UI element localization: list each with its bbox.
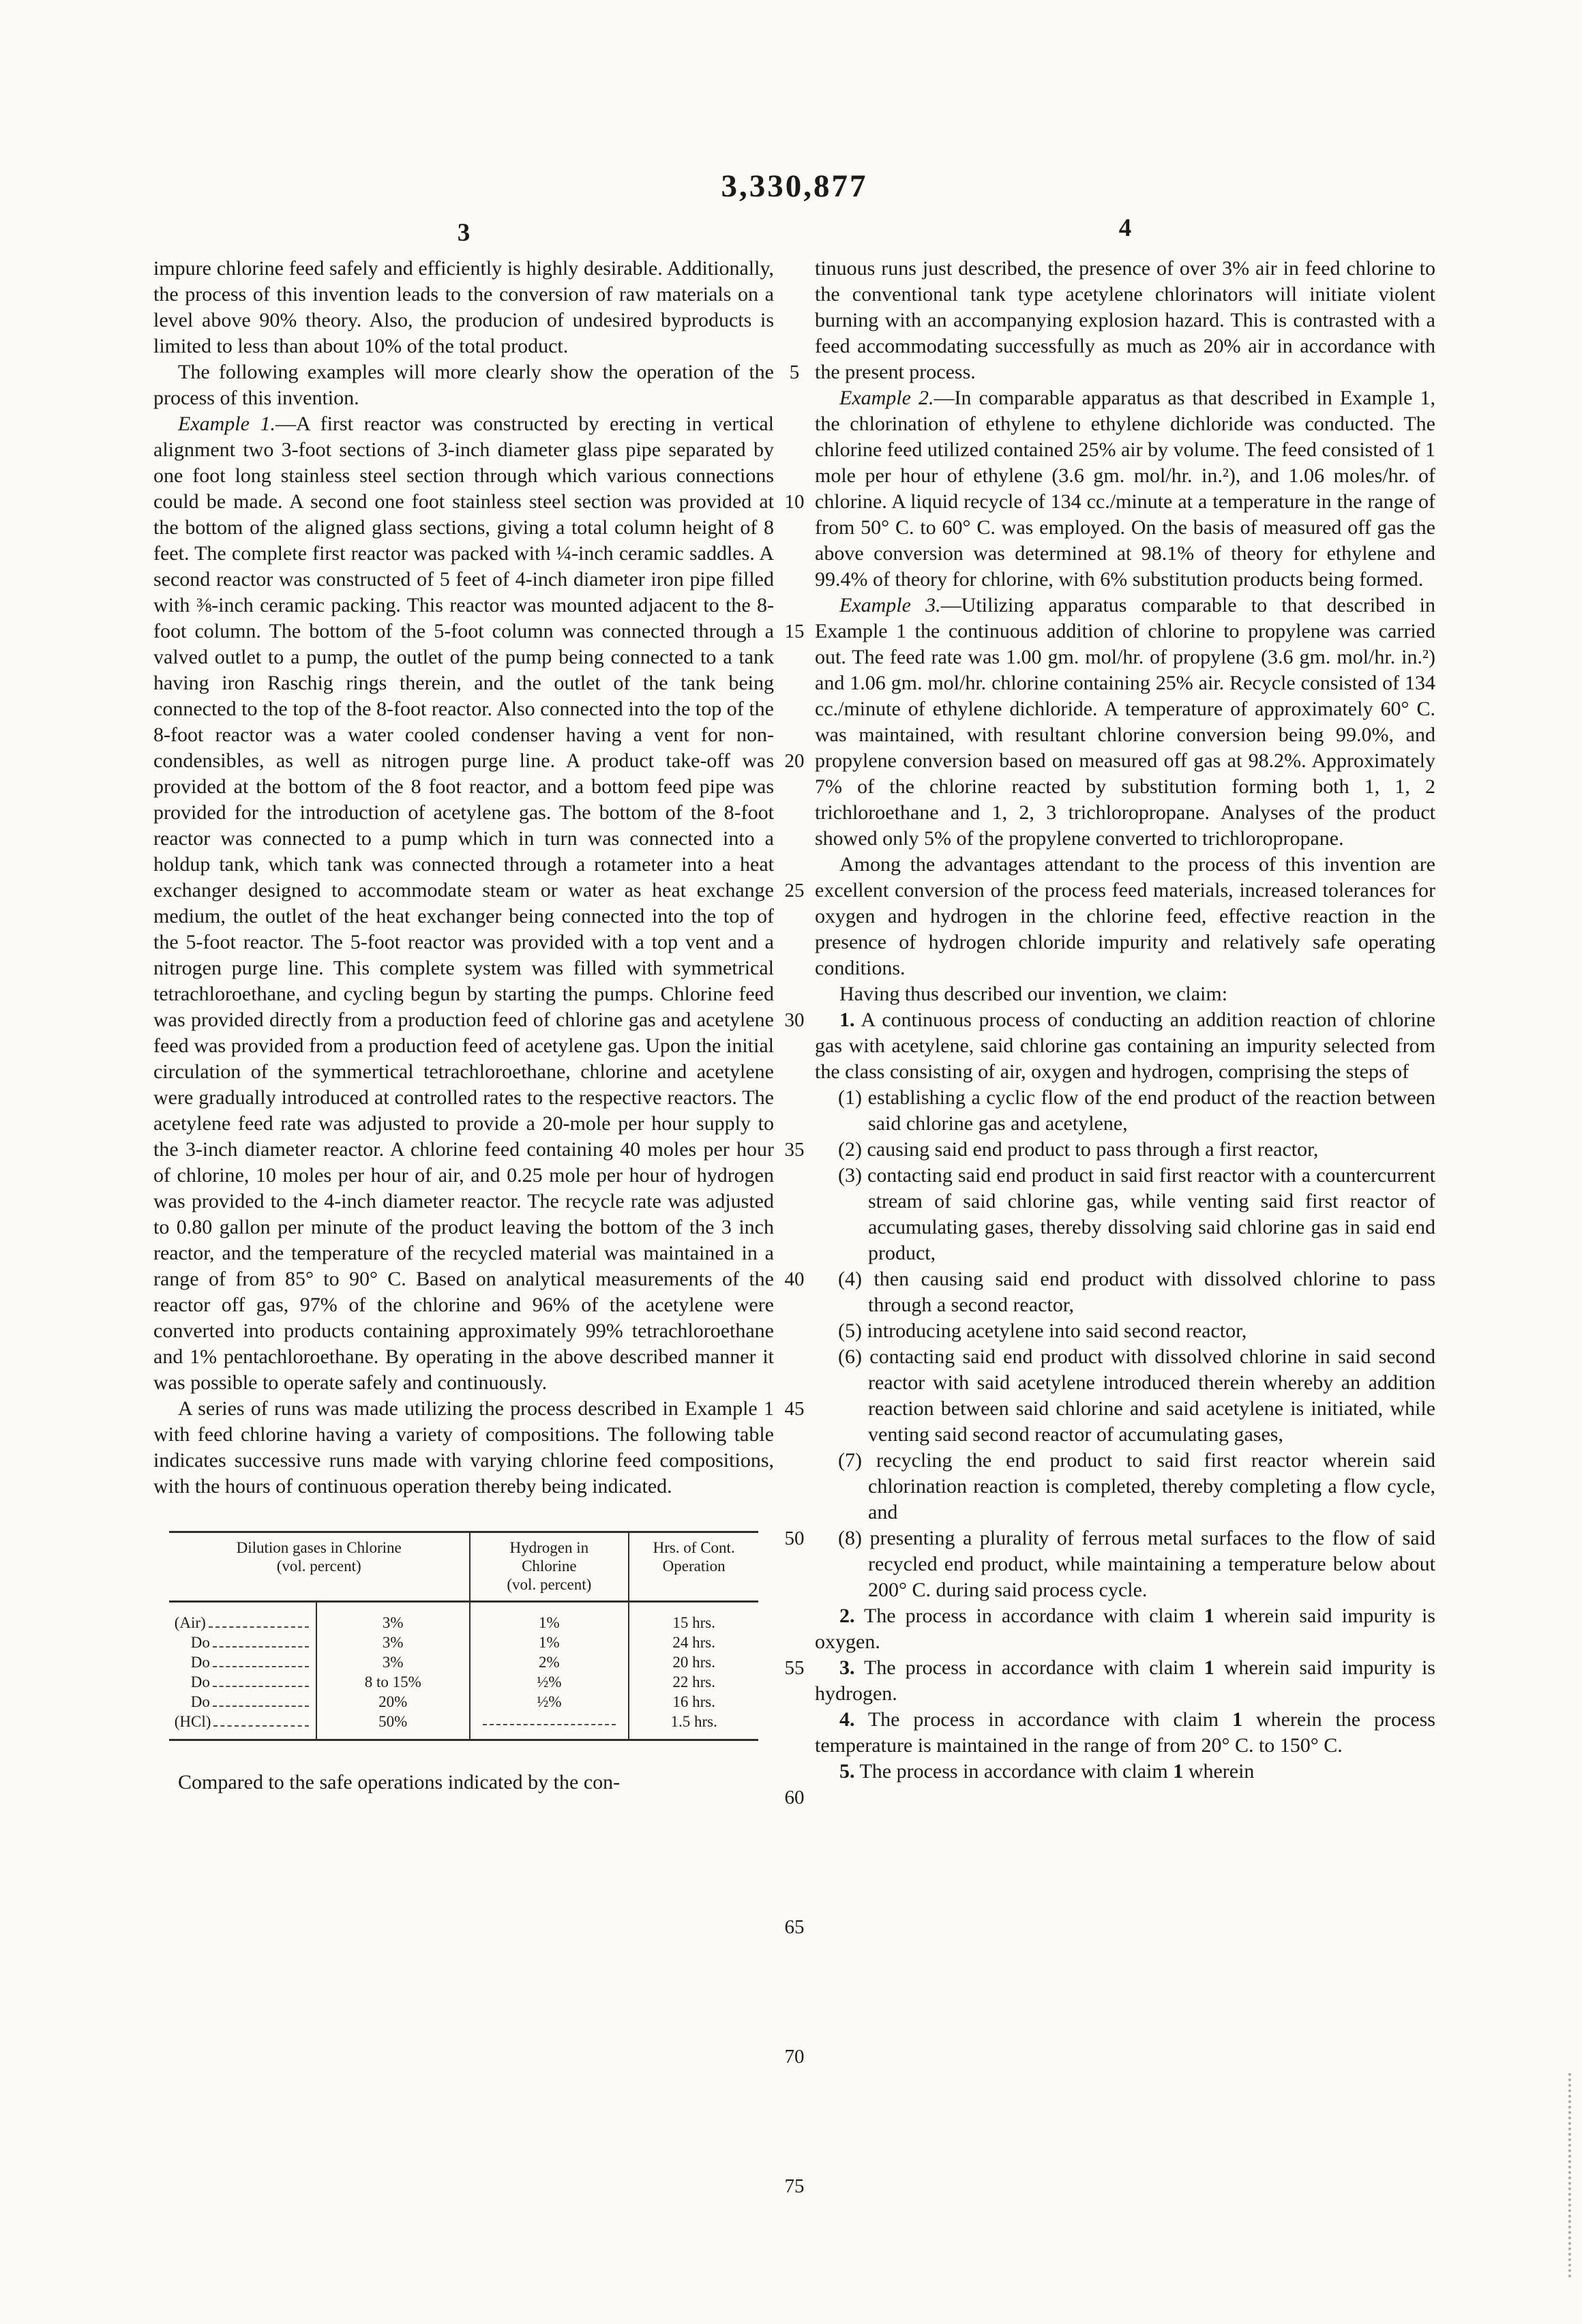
paragraph-compared: Compared to the safe operations indicated by the con- — [178, 1771, 621, 1793]
paragraph-intro: The following examples will more clearly show the operation of the process of this invention. — [153, 361, 774, 409]
table-cell: 20% — [316, 1692, 470, 1712]
example-3-label: Example 3. — [839, 594, 941, 616]
dotted-leader — [213, 1646, 309, 1648]
table-cell-empty — [470, 1712, 629, 1740]
paragraph-continuation: tinuous runs just described, the presence of over 3% air in feed chlorine to the conventional tank type acetylene chlorinators will initiate violent burning with an accompanying explosion hazard. This is contrasted with a feed accommodating successfully as much as 20% air in accordance with the present process. — [815, 257, 1435, 383]
table-header-row — [169, 1532, 759, 1602]
line-number: 45 — [784, 1398, 805, 1420]
step-text: establishing a cyclic flow of the end product of the reaction between said chlorine gas and acetylene, — [867, 1086, 1435, 1135]
table-row — [169, 1602, 759, 1633]
claim-step — [815, 1344, 1435, 1448]
step-number: (1) — [838, 1086, 862, 1109]
table-cell: 50% — [316, 1712, 470, 1740]
claim-2 — [815, 1603, 1435, 1655]
patent-number: 3,330,877 — [721, 168, 868, 204]
left-column — [153, 256, 774, 1796]
table-row — [169, 1692, 759, 1712]
table-cell: ½% — [470, 1672, 629, 1692]
step-number: (2) — [838, 1138, 862, 1161]
dash-fill — [483, 1716, 616, 1725]
step-text: presenting a plurality of ferrous metal surfaces to the flow of said recycled end product, while maintaining a temperature below about 200° C. during said process cycle. — [868, 1527, 1435, 1601]
claim-reference: 1 — [1204, 1656, 1214, 1679]
claim-text: wherein said impurity is oxygen. — [815, 1605, 1435, 1653]
claim-step — [815, 1525, 1435, 1603]
table-row — [169, 1712, 759, 1740]
table-cell: ½% — [470, 1692, 629, 1712]
claim-step — [815, 1318, 1435, 1344]
example-2-label: Example 2. — [839, 387, 934, 409]
right-column — [815, 256, 1435, 1796]
step-number: (4) — [838, 1268, 862, 1290]
line-number: 50 — [784, 1528, 805, 1549]
claim-3-number: 3. — [839, 1656, 855, 1679]
line-number-track — [774, 359, 815, 2199]
example-3-paragraph — [815, 593, 1435, 852]
example-1-label: Example 1. — [178, 413, 276, 435]
chlorine-runs-table — [169, 1531, 759, 1741]
line-number: 75 — [784, 2175, 805, 2197]
table-cell: 24 hrs. — [629, 1633, 758, 1652]
table-cell: 20 hrs. — [629, 1652, 758, 1672]
step-number: (6) — [838, 1345, 862, 1368]
step-text: contacting said end product in said first reactor with a countercurrent stream of said chlorine gas, while venting said first reactor of accumulating gases, thereby dissolving said chlorine gas in said end product, — [867, 1164, 1435, 1264]
dotted-leader — [213, 1686, 309, 1687]
row-label: Do — [190, 1654, 210, 1671]
table-cell: 22 hrs. — [629, 1672, 758, 1692]
claim-text: The process in accordance with claim — [863, 1605, 1204, 1627]
row-label: (HCl) — [174, 1713, 211, 1730]
claim-text: wherein the process temperature is maintained in the range of from 20° C. to 150° C. — [815, 1708, 1435, 1757]
table-header-hours: Hrs. of Cont. Operation — [629, 1532, 758, 1602]
claim-step — [815, 1137, 1435, 1163]
row-label: (Air) — [174, 1614, 206, 1631]
line-number: 5 — [789, 361, 800, 383]
column-numbers — [153, 214, 1435, 248]
row-label: Do — [190, 1673, 210, 1690]
line-number: 60 — [784, 1787, 805, 1808]
step-number: (5) — [838, 1320, 862, 1342]
claim-step — [815, 1085, 1435, 1137]
claim-1-text: A continuous process of conducting an addition reaction of chlorine gas with acetylene, said chlorine gas containing an impurity selected from the class consisting of air, oxygen and hydrogen, comprising the steps of — [815, 1009, 1435, 1083]
table-cell: 16 hrs. — [629, 1692, 758, 1712]
claim-reference: 1 — [1232, 1708, 1243, 1731]
claim-3 — [815, 1655, 1435, 1707]
example-2-text: —In comparable apparatus as that described in Example 1, the chlorination of ethylene to ethylene dichloride was conducted. The chlorine feed utilized contained 25% air by volume. The feed consisted of 1 mole per hour of ethylene (3.6 gm. mol/hr. in.²), and 1.06 moles/hr. of chlorine. A liquid recycle of 134 cc./minute at a temperature in the range of from 50° C. to 60° C. was employed. On the basis of measured off gas the above conversion was determined at 98.1% of theory for ethylene and 99.4% of theory for chlorine, with 6% substitution products being formed. — [815, 387, 1435, 591]
paragraph-series-of-runs: A series of runs was made utilizing the process described in Example 1 with feed chlorine having a variety of compositions. The following table indicates successive runs made with varying chlorine feed compositions, with the hours of continuous operation thereby being indicated. — [153, 1397, 774, 1498]
step-text: causing said end product to pass through a first reactor, — [867, 1138, 1319, 1161]
claim-text: wherein — [1183, 1760, 1255, 1783]
step-number: (3) — [838, 1164, 862, 1187]
row-label: Do — [190, 1634, 210, 1651]
table-cell: 1.5 hrs. — [629, 1712, 758, 1740]
column-3-number: 3 — [457, 219, 471, 247]
example-3-text: —Utilizing apparatus comparable to that described in Example 1 the continuous addition of chlorine to propylene was carried out. The feed rate was 1.00 gm. mol/hr. of propylene (3.6 gm. mol/hr. in.²) and 1.06 gm. mol/hr. chlorine containing 25% air. Recycle consisted of 134 cc./minute of ethylene dichloride. A temperature of approximately 60° C. was maintained, with resultant chlorine conversion being 99.0%, and propylene conversion based on measured off gas at 98.2%. Approximately 7% of the chlorine reacted by substitution forming both 1, 1, 2 trichloroethane and 1, 2, 3 trichloropropane. Analyses of the product showed only 5% of the propylene converted to trichloropropane. — [815, 594, 1436, 850]
line-number: 65 — [784, 1916, 805, 1938]
table-cell: 2% — [470, 1652, 629, 1672]
claim-text: The process in accordance with claim — [859, 1760, 1174, 1783]
gutter-spacer — [774, 218, 815, 248]
dotted-leader — [213, 1705, 309, 1707]
line-number: 25 — [784, 880, 805, 902]
paragraph-claim-intro: Having thus described our invention, we claim: — [839, 983, 1228, 1005]
table-cell: 8 to 15% — [316, 1672, 470, 1692]
line-number: 15 — [784, 621, 805, 642]
line-number: 20 — [784, 750, 805, 772]
claim-reference: 1 — [1173, 1760, 1184, 1783]
claim-step — [815, 1448, 1435, 1525]
line-number: 70 — [784, 2046, 805, 2068]
claim-reference: 1 — [1204, 1605, 1214, 1627]
claim-step — [815, 1266, 1435, 1318]
line-number: 30 — [784, 1009, 805, 1031]
example-1-paragraph — [153, 411, 774, 1396]
claim-text: wherein said impurity is hydrogen. — [815, 1656, 1435, 1705]
step-number: (8) — [838, 1527, 862, 1549]
line-number: 40 — [784, 1268, 805, 1290]
paragraph-advantages: Among the advantages attendant to the process of this invention are excellent conversion of the process feed materials, increased tolerances for oxygen and hydrogen in the chlorine feed, effective reaction in the presence of hydrogen chloride impurity and relatively safe operating conditions. — [815, 853, 1435, 979]
step-number: (7) — [838, 1449, 862, 1472]
table-cell: 1% — [470, 1633, 629, 1652]
step-text: then causing said end product with dissolved chlorine to pass through a second reactor, — [868, 1268, 1435, 1316]
line-number-gutter — [774, 256, 815, 2197]
claim-1 — [815, 1007, 1435, 1085]
step-text: contacting said end product with dissolved chlorine in said second reactor with said acetylene introduced therein whereby an addition reaction between said chlorine and said acetylene is initiated, while venting said second reactor of accumulating gases, — [868, 1345, 1435, 1446]
example-1-text: —A first reactor was constructed by erecting in vertical alignment two 3-foot sections of 3-inch diameter glass pipe separated by one foot long stainless steel section through which various connections could be made. A second one foot stainless steel section was provided at the bottom of the aligned glass sections, giving a total column height of 8 feet. The complete first reactor was packed with ¼-inch ceramic saddles. A second reactor was constructed of 5 feet of 4-inch diameter iron pipe filled with ⅜-inch ceramic packing. This reactor was mounted adjacent to the 8-foot column. The bottom of the 5-foot column was connected through a valved outlet to a pump, the outlet of the pump being connected to a tank having iron Raschig rings therein, and the outlet of the tank being connected to the top of the 8-foot reactor. Also connected into the top of the 8-foot reactor was a water cooled condenser having a vent for non-condensibles, as well as nitrogen purge line. A product take-off was provided at the bottom of the 8 foot reactor, and a bottom feed pipe was provided for the introduction of acetylene gas. The bottom of the 8-foot reactor was connected to a pump which in turn was connected into a holdup tank, which tank was connected through a rotameter into a heat exchanger designed to accommodate steam or water as heat exchange medium, the outlet of the heat exchanger being connected into the top of the 5-foot reactor. The 5-foot reactor was provided with a top vent and a nitrogen purge line. This complete system was filled with symmetrical tetrachloroethane, and cycling begun by starting the pumps. Chlorine feed was provided directly from a production feed of chlorine gas and acetylene feed was provided from a production feed of acetylene gas. Upon the initial circulation of the symmertical tetrachloroethane, chlorine and acetylene were gradually introduced at controlled rates to the respective reactors. The acetylene feed rate was adjusted to provide a 20-mole per hour supply to the 3-inch diameter reactor. A chlorine feed containing 40 moles per hour of chlorine, 10 moles per hour of air, and 0.25 mole per hour of hydrogen was provided to the 4-inch diameter reactor. The recycle rate was adjusted to 0.80 gallon per minute of the product leaving the bottom of the 3 inch reactor, and the temperature of the recycled material was maintained in a range of from 85° to 90° C. Based on analytical measurements of the reactor off gas, 97% of the chlorine and 96% of the acetylene were converted into products containing approximately 99% tetrachloroethane and 1% pentachloroethane. By operating in the above described manner it was possible to operate safely and continuously. — [153, 413, 774, 1394]
claim-text: The process in accordance with claim — [863, 1656, 1204, 1679]
claim-5 — [815, 1759, 1435, 1785]
line-number: 35 — [784, 1139, 805, 1161]
line-number: 10 — [784, 491, 805, 513]
table-cell: 3% — [316, 1602, 470, 1633]
paragraph-continuation: impure chlorine feed safely and efficiently is highly desirable. Additionally, the process of this invention leads to the conversion of raw materials on a level above 90% theory. Also, the producion of undesired byproducts is limited to less than about 10% of the total product. — [153, 257, 774, 357]
step-text: introducing acetylene into said second reactor, — [867, 1320, 1247, 1342]
dotted-leader — [213, 1666, 309, 1667]
step-text: recycling the end product to said first reactor wherein said chlorination reaction is completed, thereby completing a flow cycle, and — [868, 1449, 1436, 1523]
example-2-paragraph — [815, 385, 1435, 593]
claim-5-number: 5. — [839, 1760, 855, 1783]
scan-artifact — [1568, 2073, 1571, 2278]
table-header-dilution: Dilution gases in Chlorine (vol. percent) — [169, 1532, 470, 1602]
dotted-leader — [209, 1626, 309, 1628]
claim-1-steps — [815, 1085, 1435, 1603]
table-cell: 1% — [470, 1602, 629, 1633]
line-number: 55 — [784, 1657, 805, 1679]
table-cell: 3% — [316, 1652, 470, 1672]
claim-2-number: 2. — [839, 1605, 855, 1627]
claim-step — [815, 1163, 1435, 1266]
table-row — [169, 1652, 759, 1672]
table-row — [169, 1633, 759, 1652]
claim-4 — [815, 1707, 1435, 1759]
table-cell: 15 hrs. — [629, 1602, 758, 1633]
table-cell: 3% — [316, 1633, 470, 1652]
table-header-hydrogen: Hydrogen in Chlorine (vol. percent) — [470, 1532, 629, 1602]
claim-1-number: 1. — [839, 1009, 855, 1031]
claim-4-number: 4. — [839, 1708, 855, 1731]
row-label: Do — [190, 1693, 210, 1710]
column-4-number: 4 — [1118, 214, 1132, 242]
table-row — [169, 1672, 759, 1692]
two-column-body — [153, 256, 1436, 2197]
dotted-leader — [213, 1725, 308, 1727]
claim-text: The process in accordance with claim — [867, 1708, 1233, 1731]
